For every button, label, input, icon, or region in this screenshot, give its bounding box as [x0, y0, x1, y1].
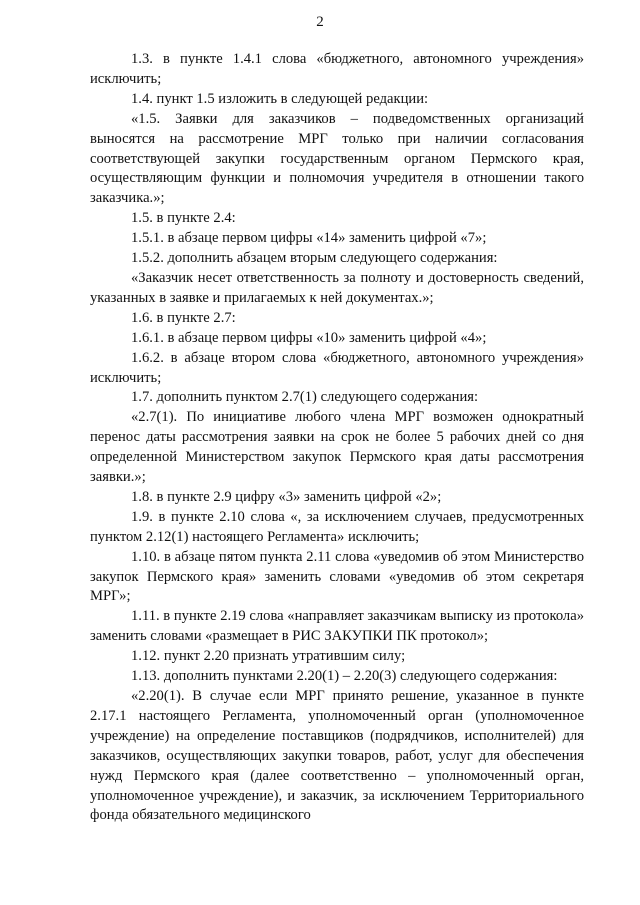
paragraph-2-20-1-quote: «2.20(1). В случае если МРГ принято решение, указанное в пункте 2.17.1 настоящего Регламента, уполномоченный орган (уполномоченное учреждение) на определение поставщиков (подрядчиков, исполнителей) для заказчиков, осуществляющих закупки товаров, работ, услуг для обеспечения нужд Пермского края (далее соответственно – уполномоченный орган, уполномоченное учреждение), и заказчик, за исключением Территориального фонда обязательного медицинского — [90, 688, 584, 824]
paragraph-customer-responsibility: «Заказчик несет ответственность за полноту и достоверность сведений, указанных в заявке и прилагаемых к ней документах.»; — [90, 269, 584, 306]
paragraph-1-6-2: 1.6.2. в абзаце втором слова «бюджетного, автономного учреждения» исключить; — [90, 349, 584, 386]
paragraph-1-3: 1.3. в пункте 1.4.1 слова «бюджетного, автономного учреждения» исключить; — [90, 51, 584, 87]
paragraph-1-12: 1.12. пункт 2.20 признать утратившим силу; — [131, 648, 406, 665]
paragraph-1-4: 1.4. пункт 1.5 изложить в следующей редакции: — [131, 90, 429, 107]
paragraph-1-5-1: 1.5.1. в абзаце первом цифры «14» заменить цифрой «7»; — [131, 230, 487, 247]
paragraph-1-5-2: 1.5.2. дополнить абзацем вторым следующего содержания: — [131, 250, 498, 267]
paragraph-1-8: 1.8. в пункте 2.9 цифру «3» заменить цифрой «2»; — [131, 488, 442, 505]
paragraph-1-13: 1.13. дополнить пунктами 2.20(1) – 2.20(3) следующего содержания: — [131, 668, 558, 685]
page-number: 2 — [316, 14, 324, 30]
paragraph-2-7-1-quote: «2.7(1). По инициативе любого члена МРГ возможен однократный перенос даты рассмотрения заявки на срок не более 5 рабочих дней со дня определенной Министерством закупок Пермского края даты рассмотрения заявки.»; — [90, 409, 584, 486]
paragraph-1-11: 1.11. в пункте 2.19 слова «направляет заказчикам выписку из протокола» заменить словами «размещает в РИС ЗАКУПКИ ПК протокол»; — [90, 608, 584, 645]
paragraph-1-6-1: 1.6.1. в абзаце первом цифры «10» заменить цифрой «4»; — [131, 329, 487, 346]
document-body — [90, 50, 584, 826]
paragraph-1-7: 1.7. дополнить пунктом 2.7(1) следующего содержания: — [131, 389, 479, 406]
paragraph-1-10: 1.10. в абзаце пятом пункта 2.11 слова «уведомив об этом Министерство закупок Пермского края» заменить словами «уведомив об этом секретаря МРГ»; — [90, 548, 584, 605]
paragraph-1-5: 1.5. в пункте 2.4: — [131, 210, 236, 227]
paragraph-1-5-quote: «1.5. Заявки для заказчиков – подведомственных организаций выносятся на рассмотрение МРГ только при наличии согласования соответствующей закупки государственным органом Пермского края, осуществляющим функции и полномочия учредителя в отношении такого заказчика.»; — [90, 110, 584, 207]
paragraph-1-9: 1.9. в пункте 2.10 слова «, за исключением случаев, предусмотренных пунктом 2.12(1) настоящего Регламента» исключить; — [90, 508, 584, 545]
paragraph-1-6: 1.6. в пункте 2.7: — [131, 309, 236, 326]
